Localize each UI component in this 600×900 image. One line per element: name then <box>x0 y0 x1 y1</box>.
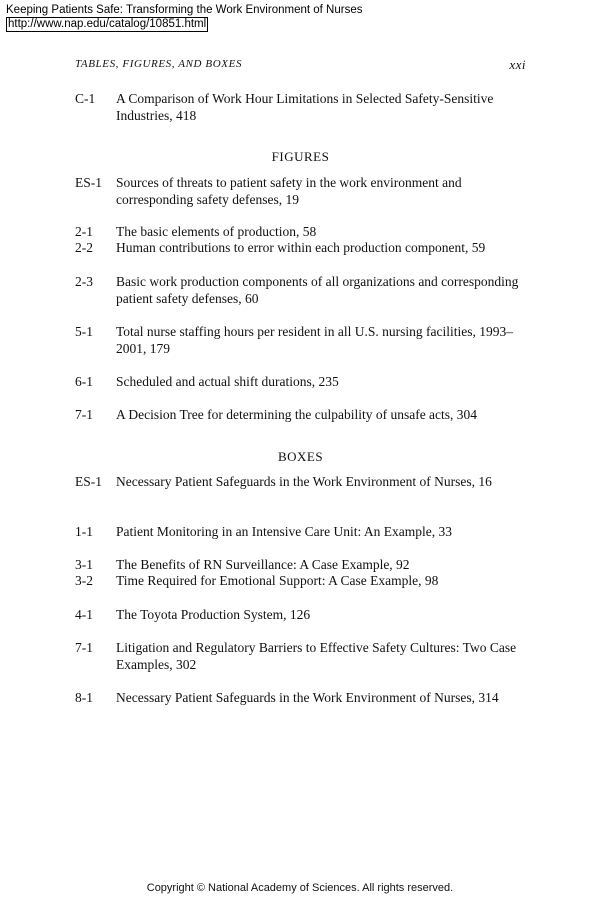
toc-entry-box <box>75 474 535 491</box>
entry-text: The Benefits of RN Surveillance: A Case Example, 92 <box>116 557 410 572</box>
toc-entry-figure <box>75 224 535 241</box>
toc-entry-box <box>75 607 535 624</box>
toc-entry-box <box>75 690 535 707</box>
toc-entry-figure <box>75 175 535 208</box>
page-number: xxi <box>509 57 526 72</box>
figures-heading: FIGURES <box>271 149 330 164</box>
entry-text: Necessary Patient Safeguards in the Work Environment of Nurses, 314 <box>116 690 499 705</box>
entry-text: A Decision Tree for determining the culpability of unsafe acts, 304 <box>116 407 478 422</box>
entry-number: ES-1 <box>75 175 102 190</box>
entry-text: Basic work production components of all organizations and corresponding patient safety defenses, 60 <box>116 274 519 306</box>
toc-entry-box <box>75 557 535 574</box>
entry-text: Patient Monitoring in an Intensive Care Unit: An Example, 33 <box>116 524 452 539</box>
toc-entry-box <box>75 640 535 673</box>
entry-number: 7-1 <box>75 407 93 422</box>
catalog-link[interactable]: http://www.nap.edu/catalog/10851.html <box>8 18 207 30</box>
entry-number: 7-1 <box>75 640 93 655</box>
entry-number: 2-1 <box>75 224 93 239</box>
toc-entry-figure <box>75 407 535 424</box>
entry-text: Total nurse staffing hours per resident in all U.S. nursing facilities, 1993–2001, 179 <box>116 324 513 356</box>
entry-number: 3-1 <box>75 557 93 572</box>
entry-text: A Comparison of Work Hour Limitations in Selected Safety-Sensitive Industries, 418 <box>116 91 494 123</box>
running-head-section: TABLES, FIGURES, AND BOXES <box>75 58 243 70</box>
toc-entry-figure <box>75 274 535 307</box>
entry-number: 2-2 <box>75 240 93 255</box>
running-head <box>75 58 526 70</box>
entry-number: ES-1 <box>75 474 102 489</box>
toc-entry-box <box>75 573 535 590</box>
copyright-footer: Copyright © National Academy of Sciences. All rights reserved. <box>146 882 454 894</box>
entry-number: 5-1 <box>75 324 93 339</box>
toc-entry-figure <box>75 240 535 257</box>
entry-text: Human contributions to error within each production component, 59 <box>116 240 486 255</box>
boxes-heading: BOXES <box>277 449 324 464</box>
entry-number: 6-1 <box>75 374 93 389</box>
entry-text: Scheduled and actual shift durations, 235 <box>116 374 339 389</box>
entry-text: Time Required for Emotional Support: A Case Example, 98 <box>116 573 439 588</box>
entry-text: Necessary Patient Safeguards in the Work Environment of Nurses, 16 <box>116 474 492 489</box>
toc-entry-figure <box>75 374 535 391</box>
toc-entry-box <box>75 524 535 541</box>
document-title: Keeping Patients Safe: Transforming the Work Environment of Nurses <box>6 4 363 16</box>
entry-number: 3-2 <box>75 573 93 588</box>
toc-entry-figure <box>75 324 535 357</box>
entry-text: Litigation and Regulatory Barriers to Effective Safety Cultures: Two Case Examples, 302 <box>116 640 517 672</box>
entry-number: 2-3 <box>75 274 93 289</box>
entry-number: 4-1 <box>75 607 93 622</box>
entry-number: C-1 <box>75 91 96 106</box>
entry-text: Sources of threats to patient safety in the work environment and corresponding safety defenses, 19 <box>116 175 462 207</box>
toc-entry-table <box>75 91 535 124</box>
entry-number: 8-1 <box>75 690 93 705</box>
entry-number: 1-1 <box>75 524 93 539</box>
entry-text: The Toyota Production System, 126 <box>116 607 311 622</box>
entry-text: The basic elements of production, 58 <box>116 224 317 239</box>
document-header <box>6 4 362 32</box>
